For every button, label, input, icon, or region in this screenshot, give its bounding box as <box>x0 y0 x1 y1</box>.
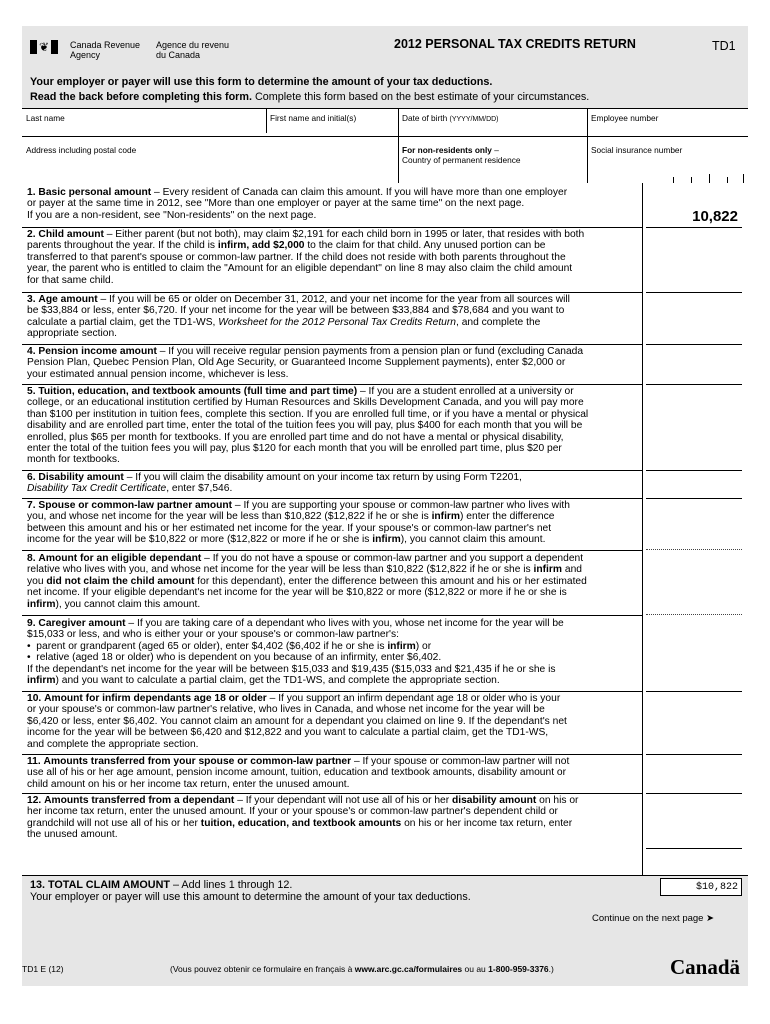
french-note: (Vous pouvez obtenir ce formulaire en français à www.arc.gc.ca/formulaires ou au 1-800-959-3376.) <box>170 964 554 974</box>
agency-name-fr: Agence du revenu du Canada <box>156 40 230 60</box>
first-name-field[interactable]: First name and initial(s) <box>270 113 357 123</box>
line-8-eligible-dependant: 8. Amount for an eligible dependant – If you do not have a spouse or common-law partner and you support a dependent relative who lives with you, and whose net income for the year will be less than $10,822 ($12,822 if he or she is infirm and you did not claim the child amount for this dependant), enter the difference between this amount and his or her estimated net income. If your eligible dependant's net income for the year will be $10,822 or more ($12,822 or more if he or she is infirm), you cannot claim this amount. <box>27 553 587 610</box>
line-4-pension-income: 4. Pension income amount – If you will receive regular pension payments from a pension plan or fund (excluding Canada Pension Plan, Quebec Pension Plan, Old Age Security, or Guaranteed Income Supplement payments), enter $2,000 or your estimated annual pension income, whichever is less. <box>27 346 584 380</box>
line-10-entry[interactable] <box>646 754 742 755</box>
canada-flag-icon: ❦ <box>30 40 58 54</box>
employee-number-field[interactable]: Employee number <box>591 113 659 123</box>
address-field[interactable]: Address including postal code <box>26 145 137 155</box>
intro-line-1: Your employer or payer will use this form to determine the amount of your tax deductions. <box>30 76 493 88</box>
sin-field[interactable]: Social insurance number <box>591 145 683 155</box>
canada-wordmark: Canadä <box>670 955 741 979</box>
line-7-entry[interactable] <box>646 549 742 550</box>
claim-items <box>22 183 748 876</box>
line-9-entry[interactable] <box>646 691 742 692</box>
line-3-entry[interactable] <box>646 344 742 345</box>
line-5-entry[interactable] <box>646 470 742 471</box>
total-claim-label: 13. TOTAL CLAIM AMOUNT – Add lines 1 through 12. Your employer or payer will use this amount to determine the amount of your tax deductions. <box>30 879 471 903</box>
line-3-age-amount: 3. Age amount – If you will be 65 or older on December 31, 2012, and your net income for the year from all sources will be $33,884 or less, enter $6,720. If your net income for the year will be between $33,884 and $78,684 and you want to calculate a partial claim, get the TD1-WS, Worksheet for the 2012 Personal Tax Credits Return, and complete the appropriate section. <box>27 294 570 340</box>
total-claim-amount[interactable]: $10,822 <box>660 878 742 896</box>
arrow-right-icon: ➤ <box>706 913 715 924</box>
line-5-tuition: 5. Tuition, education, and textbook amounts (full time and part time) – If you are a student enrolled at a university or college, or an educational institution certified by Human Resources and Skills Development Canada, and you will pay more than $100 per institution in tuition fees, complete this section. If you are enrolled full time, or if you have a mental or physical disability and are enrolled part time, enter the total of the tuition fees you will pay, plus $400 for each month that you will be enrolled, plus $65 per month for textbooks. If you are enrolled part time and do not have a mental or physical disability, enter the total of the tuition fees you will pay, plus $120 for each month that you will be enrolled part time, plus $20 per month for textbooks. <box>27 386 589 466</box>
form-header <box>22 26 748 103</box>
line-2-entry[interactable] <box>646 292 742 293</box>
line-12-dependant-transfer: 12. Amounts transferred from a dependant – If your dependant will not use all of his or her disability amount on his or her income tax return, enter the unused amount. If your or your spouse's or common-law partner's dependent child or grandchild will not use all of his or her tuition, education, and textbook amounts on his or her income tax return, enter the unused amount. <box>27 795 579 841</box>
line-1-entry[interactable] <box>646 227 742 228</box>
line-11-spouse-transfer: 11. Amounts transferred from your spouse or common-law partner – If your spouse or common-law partner will not use all of his or her age amount, pension income amount, tuition, education and textbook amounts, disability amount or child amount on his or her income tax return, enter the unused amount. <box>27 756 570 790</box>
form-title: 2012 PERSONAL TAX CREDITS RETURN <box>394 37 636 51</box>
line-1-basic-personal: 1. Basic personal amount – Every resident of Canada can claim this amount. If you will have more than one employer or payer at the same time in 2012, see "More than one employer or payer at the same time" on the next page. If you are a non-resident, see "Non-residents" on the next page. <box>27 187 568 221</box>
identification-section <box>22 108 748 184</box>
line-11-entry[interactable] <box>646 793 742 794</box>
line-4-entry[interactable] <box>646 384 742 385</box>
line-6-entry[interactable] <box>646 498 742 499</box>
line-6-disability: 6. Disability amount – If you will claim the disability amount on your income tax return by using Form T2201, Disability Tax Credit Certificate, enter $7,546. <box>27 472 522 495</box>
continue-next-page: Continue on the next page ➤ <box>592 913 715 924</box>
agency-name-en: Canada Revenue Agency <box>70 40 141 60</box>
last-name-field[interactable]: Last name <box>26 113 65 123</box>
date-of-birth-field[interactable]: Date of birth (YYYY/MM/DD) <box>402 113 499 123</box>
line-8-entry[interactable] <box>646 614 742 615</box>
line-7-spouse-amount: 7. Spouse or common-law partner amount – If you are supporting your spouse or common-law partner who lives with you, and whose net income for the year will be less than $10,822 ($12,822 if he or she is infirm) enter the difference between this amount and his or her estimated net income for the year. If your spouse's or common-law partner's net income for the year will be $10,822 or more ($12,822 or more if he or she is infirm), you cannot claim this amount. <box>27 500 570 546</box>
form-id: TD1 <box>712 39 736 53</box>
line-12-entry[interactable] <box>646 848 742 849</box>
form-code: TD1 E (12) <box>22 964 64 974</box>
intro-line-2: Read the back before completing this form. Complete this form based on the best estimate of your circumstances. <box>30 91 590 103</box>
line-1-amount[interactable]: 10,822 <box>692 208 738 225</box>
line-2-child-amount: 2. Child amount – Either parent (but not both), may claim $2,191 for each child born in 1995 or later, that resides with both parents throughout the year. If the child is infirm, add $2,000 to the claim for that child. Any unused portion can be transferred to that parent's spouse or common-law partner. If the child does not reside with both parents throughout the year, the parent who is entitled to claim the "Amount for an eligible dependant" on line 8 may also claim the child amount for that same child. <box>27 229 585 286</box>
sin-digit-boxes[interactable] <box>591 153 748 183</box>
country-of-residence-field[interactable]: For non-residents only – Country of permanent residence <box>402 145 521 165</box>
line-10-infirm-dependants: 10. Amount for infirm dependants age 18 or older – If you support an infirm dependant age 18 or older who is your or your spouse's or common-law partner's relative, who lives in Canada, and whose net income for the year will be $6,420 or less, enter $6,402. You cannot claim an amount for a dependant you claimed on line 9. If the dependant's net income for the year will be between $6,420 and $12,822 and you want to calculate a partial claim, get the TD1-WS, and complete the appropriate section. <box>27 693 567 750</box>
form-sheet <box>22 26 748 986</box>
total-claim-section <box>22 876 748 936</box>
line-9-caregiver: 9. Caregiver amount – If you are taking care of a dependant who lives with you, whose net income for the year will be $15,033 or less, and who is either your or your spouse's or common-law partner's: • parent or grandparent (aged 65 or older), enter $4,402 ($6,402 if he or she is infirm) or • relative (aged 18 or older) who is dependent on you because of an infirmity, enter $6,402. If the dependant's net income for the year will be between $15,033 and $19,435 ($15,033 and $21,435 if he or she is infirm) and you want to calculate a partial claim, get the TD1-WS, and complete the appropriate section. <box>27 618 564 687</box>
